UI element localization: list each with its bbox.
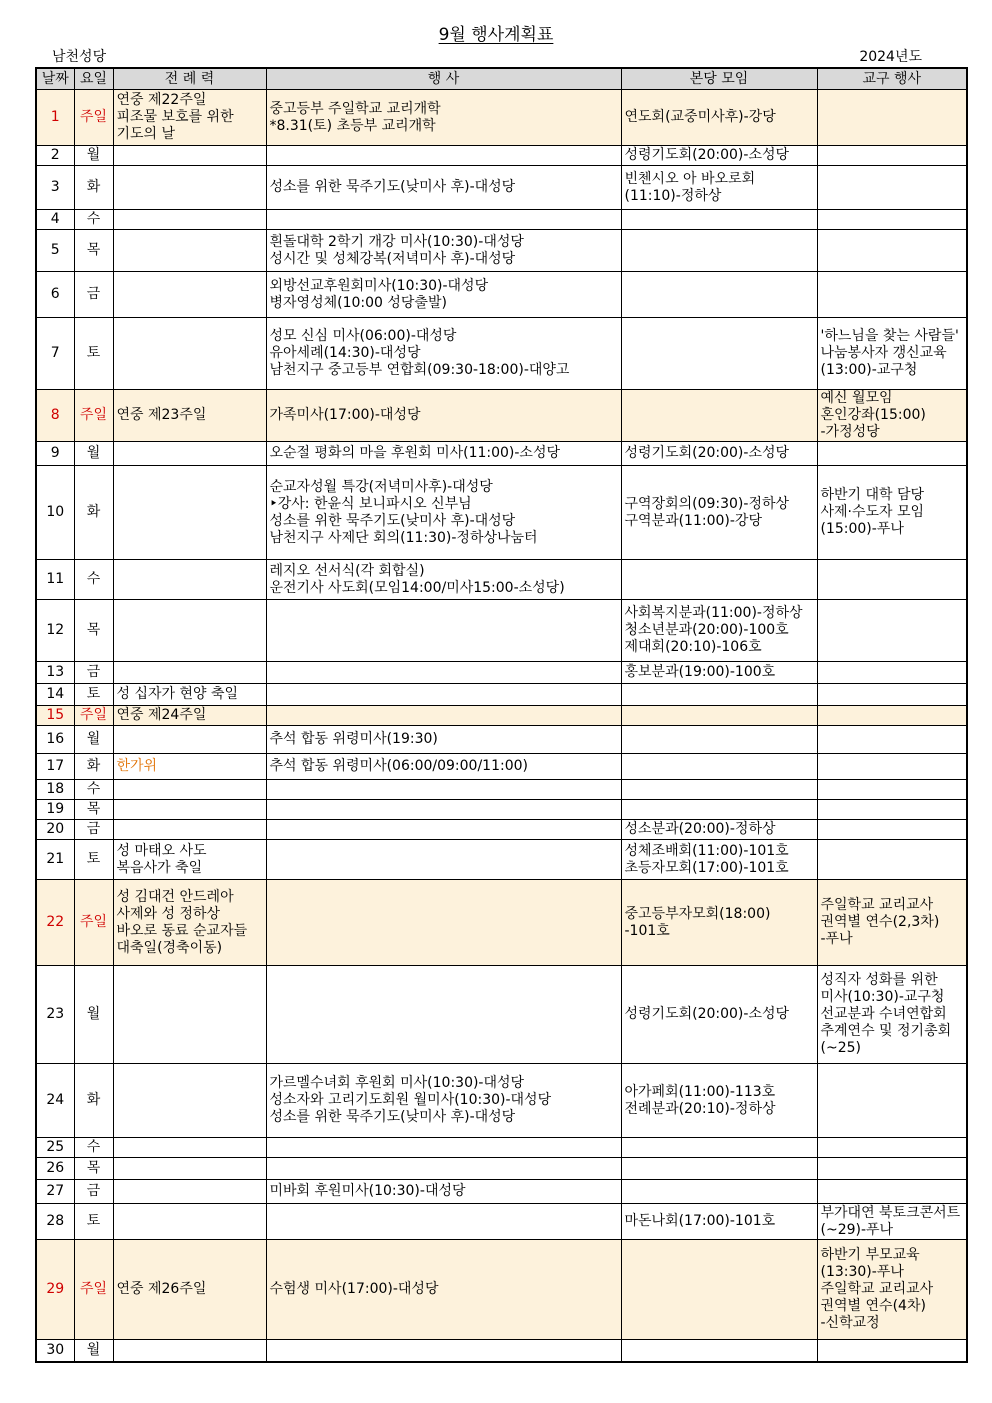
weekday-cell: 수 bbox=[74, 210, 113, 230]
parish-meeting-cell: 성체조배회(11:00)-101호 초등자모회(17:00)-101호 bbox=[621, 840, 817, 880]
diocese-event-cell bbox=[817, 706, 967, 726]
table-row bbox=[36, 966, 967, 1064]
liturgy-cell bbox=[113, 466, 266, 560]
diocese-event-cell bbox=[817, 272, 967, 318]
date-cell: 12 bbox=[36, 600, 74, 662]
parish-meeting-cell: 구역장회의(09:30)-정하상 구역분과(11:00)-강당 bbox=[621, 466, 817, 560]
diocese-event-cell bbox=[817, 146, 967, 166]
diocese-event-cell: 성직자 성화를 위한 미사(10:30)-교구청 선교분과 수녀연합회 추계연수 및 정기총회 (~25) bbox=[817, 966, 967, 1064]
event-cell: 레지오 선서식(각 회합실) 운전기사 사도회(모임14:00/미사15:00-소성당) bbox=[266, 560, 621, 600]
parish-meeting-cell bbox=[621, 560, 817, 600]
event-cell bbox=[266, 146, 621, 166]
weekday-cell: 금 bbox=[74, 272, 113, 318]
parish-meeting-cell bbox=[621, 754, 817, 780]
liturgy-cell bbox=[113, 1180, 266, 1204]
liturgy-cell bbox=[113, 210, 266, 230]
liturgy-cell bbox=[113, 820, 266, 840]
table-row bbox=[36, 662, 967, 684]
diocese-event-cell: 예신 월모임 혼인강좌(15:00) -가정성당 bbox=[817, 390, 967, 442]
table-row bbox=[36, 820, 967, 840]
liturgy-cell bbox=[113, 442, 266, 466]
page-title-text: 9월 행사계획표 bbox=[438, 25, 554, 45]
table-row bbox=[36, 840, 967, 880]
diocese-event-cell: 하반기 대학 담당 사제·수도자 모임 (15:00)-푸나 bbox=[817, 466, 967, 560]
diocese-event-cell bbox=[817, 1138, 967, 1158]
event-cell: 흰돌대학 2학기 개강 미사(10:30)-대성당 성시간 및 성체강복(저녁미사 후)-대성당 bbox=[266, 230, 621, 272]
diocese-event-cell bbox=[817, 1180, 967, 1204]
weekday-cell: 목 bbox=[74, 600, 113, 662]
parish-name: 남천성당 bbox=[52, 49, 107, 65]
parish-meeting-cell bbox=[621, 1180, 817, 1204]
parish-meeting-cell bbox=[621, 706, 817, 726]
date-cell: 11 bbox=[36, 560, 74, 600]
date-cell: 26 bbox=[36, 1158, 74, 1180]
event-cell: 성모 신심 미사(06:00)-대성당 유아세례(14:30)-대성당 남천지구 중고등부 연합회(09:30-18:00)-대양고 bbox=[266, 318, 621, 390]
parish-meeting-cell bbox=[621, 1340, 817, 1362]
schedule-table bbox=[35, 67, 968, 1363]
parish-meeting-cell: 사회복지분과(11:00)-정하상 청소년분과(20:00)-100호 제대회(20:10)-106호 bbox=[621, 600, 817, 662]
parish-meeting-cell: 성령기도회(20:00)-소성당 bbox=[621, 442, 817, 466]
parish-meeting-cell bbox=[621, 1158, 817, 1180]
table-row bbox=[36, 600, 967, 662]
date-cell: 17 bbox=[36, 754, 74, 780]
event-cell bbox=[266, 210, 621, 230]
table-row bbox=[36, 1180, 967, 1204]
event-cell bbox=[266, 706, 621, 726]
diocese-event-cell bbox=[817, 754, 967, 780]
liturgy-cell bbox=[113, 662, 266, 684]
parish-meeting-cell bbox=[621, 1240, 817, 1340]
event-cell: 추석 합동 위령미사(19:30) bbox=[266, 726, 621, 754]
table-row bbox=[36, 466, 967, 560]
parish-meeting-cell: 성령기도회(20:00)-소성당 bbox=[621, 146, 817, 166]
liturgy-cell: 한가위 bbox=[113, 754, 266, 780]
event-cell: 외방선교후원회미사(10:30)-대성당 병자영성체(10:00 성당출발) bbox=[266, 272, 621, 318]
diocese-event-cell bbox=[817, 1340, 967, 1362]
parish-meeting-cell: 성령기도회(20:00)-소성당 bbox=[621, 966, 817, 1064]
liturgy-cell bbox=[113, 726, 266, 754]
weekday-cell: 금 bbox=[74, 820, 113, 840]
date-cell: 5 bbox=[36, 230, 74, 272]
col-header-parish-meetings: 본당 모임 bbox=[621, 68, 817, 90]
page-title bbox=[0, 20, 992, 45]
event-cell: 가르멜수녀회 후원회 미사(10:30)-대성당 성소자와 고리기도회원 월미사(10:30)-대성당 성소를 위한 묵주기도(낮미사 후)-대성당 bbox=[266, 1064, 621, 1138]
date-cell: 23 bbox=[36, 966, 74, 1064]
liturgy-cell bbox=[113, 600, 266, 662]
parish-meeting-cell: 중고등부자모회(18:00) -101호 bbox=[621, 880, 817, 966]
weekday-cell: 월 bbox=[74, 442, 113, 466]
date-cell: 16 bbox=[36, 726, 74, 754]
table-row bbox=[36, 146, 967, 166]
date-cell: 29 bbox=[36, 1240, 74, 1340]
date-cell: 7 bbox=[36, 318, 74, 390]
date-cell: 2 bbox=[36, 146, 74, 166]
date-cell: 28 bbox=[36, 1204, 74, 1240]
liturgy-cell bbox=[113, 800, 266, 820]
parish-meeting-cell bbox=[621, 390, 817, 442]
weekday-cell: 토 bbox=[74, 840, 113, 880]
date-cell: 6 bbox=[36, 272, 74, 318]
weekday-cell: 월 bbox=[74, 726, 113, 754]
date-cell: 21 bbox=[36, 840, 74, 880]
event-cell bbox=[266, 840, 621, 880]
date-cell: 25 bbox=[36, 1138, 74, 1158]
liturgy-cell: 연중 제23주일 bbox=[113, 390, 266, 442]
table-row bbox=[36, 780, 967, 800]
event-cell bbox=[266, 800, 621, 820]
table-row bbox=[36, 1138, 967, 1158]
parish-meeting-cell: 마돈나회(17:00)-101호 bbox=[621, 1204, 817, 1240]
weekday-cell: 주일 bbox=[74, 90, 113, 146]
date-cell: 24 bbox=[36, 1064, 74, 1138]
event-cell bbox=[266, 966, 621, 1064]
weekday-cell: 주일 bbox=[74, 390, 113, 442]
table-row bbox=[36, 706, 967, 726]
liturgy-cell bbox=[113, 166, 266, 210]
col-header-events: 행 사 bbox=[266, 68, 621, 90]
weekday-cell: 목 bbox=[74, 1158, 113, 1180]
diocese-event-cell bbox=[817, 840, 967, 880]
parish-meeting-cell bbox=[621, 230, 817, 272]
weekday-cell: 목 bbox=[74, 800, 113, 820]
liturgy-cell: 성 김대건 안드레아 사제와 성 정하상 바오로 동료 순교자들 대축일(경축이동) bbox=[113, 880, 266, 966]
event-cell bbox=[266, 1138, 621, 1158]
parish-meeting-cell bbox=[621, 1138, 817, 1158]
diocese-event-cell bbox=[817, 210, 967, 230]
weekday-cell: 금 bbox=[74, 1180, 113, 1204]
date-cell: 19 bbox=[36, 800, 74, 820]
weekday-cell: 화 bbox=[74, 1064, 113, 1138]
diocese-event-cell bbox=[817, 600, 967, 662]
col-header-weekday: 요일 bbox=[74, 68, 113, 90]
date-cell: 14 bbox=[36, 684, 74, 706]
date-cell: 20 bbox=[36, 820, 74, 840]
table-row bbox=[36, 318, 967, 390]
event-cell: 수험생 미사(17:00)-대성당 bbox=[266, 1240, 621, 1340]
weekday-cell: 화 bbox=[74, 754, 113, 780]
weekday-cell: 화 bbox=[74, 466, 113, 560]
parish-meeting-cell bbox=[621, 726, 817, 754]
table-row bbox=[36, 1064, 967, 1138]
weekday-cell: 수 bbox=[74, 560, 113, 600]
diocese-event-cell: 하반기 부모교육 (13:30)-푸나 주일학교 교리교사 권역별 연수(4차) -신학교정 bbox=[817, 1240, 967, 1340]
weekday-cell: 목 bbox=[74, 230, 113, 272]
weekday-cell: 화 bbox=[74, 166, 113, 210]
table-row bbox=[36, 1158, 967, 1180]
table-row bbox=[36, 800, 967, 820]
table-row bbox=[36, 442, 967, 466]
liturgy-cell bbox=[113, 1158, 266, 1180]
liturgy-cell bbox=[113, 230, 266, 272]
parish-meeting-cell: 아가페회(11:00)-113호 전례분과(20:10)-정하상 bbox=[621, 1064, 817, 1138]
event-cell: 중고등부 주일학교 교리개학 *8.31(토) 초등부 교리개학 bbox=[266, 90, 621, 146]
table-row bbox=[36, 390, 967, 442]
liturgy-cell bbox=[113, 318, 266, 390]
col-header-date: 날짜 bbox=[36, 68, 74, 90]
event-cell bbox=[266, 1340, 621, 1362]
event-cell bbox=[266, 1204, 621, 1240]
event-cell bbox=[266, 662, 621, 684]
diocese-event-cell bbox=[817, 780, 967, 800]
table-row bbox=[36, 754, 967, 780]
diocese-event-cell bbox=[817, 662, 967, 684]
parish-meeting-cell: 빈첸시오 아 바오로회 (11:10)-정하상 bbox=[621, 166, 817, 210]
weekday-cell: 월 bbox=[74, 1340, 113, 1362]
diocese-event-cell bbox=[817, 726, 967, 754]
weekday-cell: 토 bbox=[74, 684, 113, 706]
event-cell bbox=[266, 780, 621, 800]
liturgy-cell bbox=[113, 780, 266, 800]
weekday-cell: 월 bbox=[74, 966, 113, 1064]
table-row bbox=[36, 560, 967, 600]
liturgy-cell: 성 마태오 사도 복음사가 축일 bbox=[113, 840, 266, 880]
diocese-event-cell: '하느님을 찾는 사람들' 나눔봉사자 갱신교육 (13:00)-교구청 bbox=[817, 318, 967, 390]
date-cell: 9 bbox=[36, 442, 74, 466]
date-cell: 15 bbox=[36, 706, 74, 726]
table-row bbox=[36, 1240, 967, 1340]
diocese-event-cell bbox=[817, 166, 967, 210]
diocese-event-cell bbox=[817, 442, 967, 466]
event-cell: 순교자성월 특강(저녁미사후)-대성당 ‣강사: 한윤식 보니파시오 신부님 성소를 위한 묵주기도(낮미사 후)-대성당 남천지구 사제단 회의(11:30)-정하상나눔터 bbox=[266, 466, 621, 560]
diocese-event-cell bbox=[817, 684, 967, 706]
weekday-cell: 주일 bbox=[74, 706, 113, 726]
liturgy-cell: 성 십자가 현양 축일 bbox=[113, 684, 266, 706]
parish-meeting-cell bbox=[621, 272, 817, 318]
liturgy-cell: 연중 제22주일 피조물 보호를 위한 기도의 날 bbox=[113, 90, 266, 146]
parish-meeting-cell: 연도회(교중미사후)-강당 bbox=[621, 90, 817, 146]
header-row bbox=[36, 68, 967, 90]
event-cell bbox=[266, 820, 621, 840]
event-cell: 오순절 평화의 마을 후원회 미사(11:00)-소성당 bbox=[266, 442, 621, 466]
weekday-cell: 수 bbox=[74, 780, 113, 800]
liturgy-cell bbox=[113, 272, 266, 318]
table-row bbox=[36, 272, 967, 318]
diocese-event-cell bbox=[817, 560, 967, 600]
parish-meeting-cell bbox=[621, 780, 817, 800]
weekday-cell: 수 bbox=[74, 1138, 113, 1158]
date-cell: 3 bbox=[36, 166, 74, 210]
table-row bbox=[36, 880, 967, 966]
weekday-cell: 토 bbox=[74, 1204, 113, 1240]
event-cell bbox=[266, 1158, 621, 1180]
liturgy-cell bbox=[113, 1138, 266, 1158]
liturgy-cell bbox=[113, 1064, 266, 1138]
event-cell: 미바회 후원미사(10:30)-대성당 bbox=[266, 1180, 621, 1204]
parish-meeting-cell: 홍보분과(19:00)-100호 bbox=[621, 662, 817, 684]
parish-meeting-cell bbox=[621, 210, 817, 230]
event-cell: 추석 합동 위령미사(06:00/09:00/11:00) bbox=[266, 754, 621, 780]
table-row bbox=[36, 230, 967, 272]
weekday-cell: 주일 bbox=[74, 1240, 113, 1340]
weekday-cell: 월 bbox=[74, 146, 113, 166]
liturgy-cell bbox=[113, 1340, 266, 1362]
date-cell: 27 bbox=[36, 1180, 74, 1204]
liturgy-cell bbox=[113, 1204, 266, 1240]
diocese-event-cell: 주일학교 교리교사 권역별 연수(2,3차) -푸나 bbox=[817, 880, 967, 966]
event-cell: 가족미사(17:00)-대성당 bbox=[266, 390, 621, 442]
diocese-event-cell bbox=[817, 90, 967, 146]
date-cell: 10 bbox=[36, 466, 74, 560]
diocese-event-cell: 부가대연 북토크콘서트 (~29)-푸나 bbox=[817, 1204, 967, 1240]
parish-meeting-cell bbox=[621, 684, 817, 706]
parish-meeting-cell bbox=[621, 318, 817, 390]
liturgy-cell bbox=[113, 146, 266, 166]
diocese-event-cell bbox=[817, 1158, 967, 1180]
col-header-diocese-events: 교구 행사 bbox=[817, 68, 967, 90]
table-row bbox=[36, 210, 967, 230]
table-row bbox=[36, 166, 967, 210]
weekday-cell: 주일 bbox=[74, 880, 113, 966]
diocese-event-cell bbox=[817, 1064, 967, 1138]
diocese-event-cell bbox=[817, 820, 967, 840]
date-cell: 18 bbox=[36, 780, 74, 800]
year-label: 2024년도 bbox=[859, 49, 922, 65]
date-cell: 1 bbox=[36, 90, 74, 146]
weekday-cell: 토 bbox=[74, 318, 113, 390]
event-cell: 성소를 위한 묵주기도(낮미사 후)-대성당 bbox=[266, 166, 621, 210]
table-row bbox=[36, 90, 967, 146]
date-cell: 22 bbox=[36, 880, 74, 966]
table-row bbox=[36, 684, 967, 706]
table-row bbox=[36, 726, 967, 754]
col-header-liturgy: 전 례 력 bbox=[113, 68, 266, 90]
event-cell bbox=[266, 684, 621, 706]
parish-meeting-cell: 성소분과(20:00)-정하상 bbox=[621, 820, 817, 840]
event-cell bbox=[266, 880, 621, 966]
weekday-cell: 금 bbox=[74, 662, 113, 684]
liturgy-cell: 연중 제26주일 bbox=[113, 1240, 266, 1340]
diocese-event-cell bbox=[817, 230, 967, 272]
table-row bbox=[36, 1340, 967, 1362]
parish-meeting-cell bbox=[621, 800, 817, 820]
event-cell bbox=[266, 600, 621, 662]
liturgy-cell bbox=[113, 560, 266, 600]
date-cell: 30 bbox=[36, 1340, 74, 1362]
liturgy-cell: 연중 제24주일 bbox=[113, 706, 266, 726]
table-row bbox=[36, 1204, 967, 1240]
liturgy-cell bbox=[113, 966, 266, 1064]
date-cell: 4 bbox=[36, 210, 74, 230]
date-cell: 8 bbox=[36, 390, 74, 442]
diocese-event-cell bbox=[817, 800, 967, 820]
date-cell: 13 bbox=[36, 662, 74, 684]
